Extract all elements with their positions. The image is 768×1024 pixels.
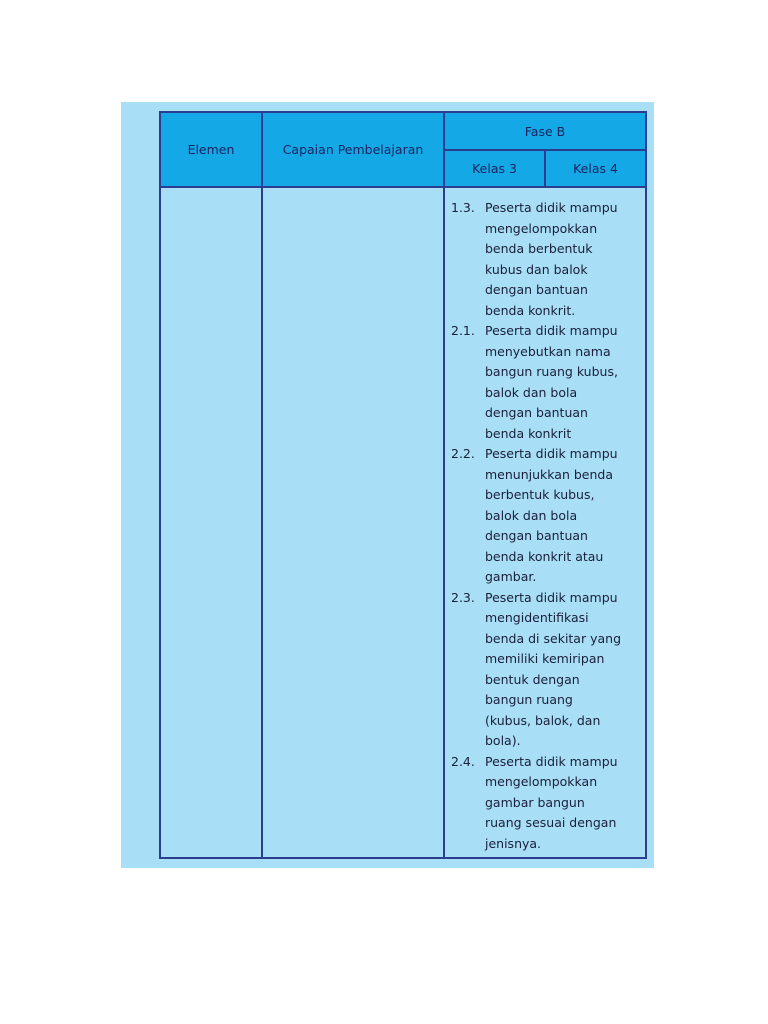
list-item — [451, 588, 639, 752]
cell-capaian — [262, 187, 444, 858]
item-number: 1.3. — [451, 200, 475, 215]
item-text: Peserta didik mampu menunjukkan benda berbentuk kubus, balok dan bola dengan bantuan benda konkrit atau gambar. — [485, 446, 618, 584]
cell-elemen — [160, 187, 262, 858]
header-elemen: Elemen — [160, 112, 262, 187]
item-text: Peserta didik mampu menyebutkan nama bangun ruang kubus, balok dan bola dengan bantuan benda konkrit — [485, 323, 618, 441]
list-item — [451, 198, 639, 321]
header-kelas-4: Kelas 4 — [545, 150, 646, 187]
item-text: Peserta didik mampu mengelompokkan gambar bangun ruang sesuai dengan jenisnya. — [485, 753, 618, 851]
item-text: Peserta didik mampu mengidentifikasi benda di sekitar yang memiliki kemiripan bentuk dengan bangun ruang (kubus, balok, dan bola). — [485, 589, 621, 748]
header-capaian-pembelajaran: Capaian Pembelajaran — [262, 112, 444, 187]
list-item — [451, 444, 639, 588]
header-fase-b: Fase B — [444, 112, 646, 150]
item-number: 2.1. — [451, 323, 475, 338]
cell-fase-b-content — [444, 187, 646, 858]
list-item — [451, 752, 639, 855]
item-number: 2.3. — [451, 589, 475, 605]
list-item — [451, 321, 639, 444]
item-number: 2.2. — [451, 446, 475, 461]
outcome-list — [445, 188, 645, 854]
learning-outcomes-table — [159, 111, 647, 859]
header-kelas-3: Kelas 3 — [444, 150, 545, 187]
item-number: 2.4. — [451, 753, 475, 769]
item-text: Peserta didik mampu mengelompokkan benda berbentuk kubus dan balok dengan bantuan benda konkrit. — [485, 200, 618, 318]
